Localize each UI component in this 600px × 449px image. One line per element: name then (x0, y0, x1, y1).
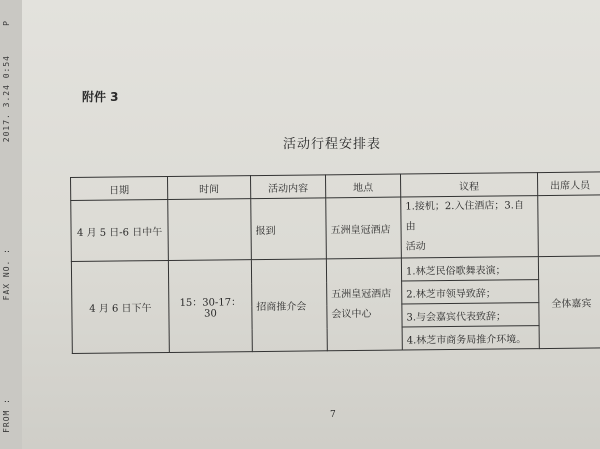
venue-line: 五洲皇冠酒店 (331, 288, 392, 300)
table-row (71, 195, 600, 262)
attachment-label: 附件 3 (82, 90, 119, 104)
cell-venue (326, 258, 402, 351)
header-attendees: 出席人员 (537, 172, 600, 196)
fax-date-stamp: 2017. 3.24 0:54 (2, 55, 11, 143)
document-page (22, 0, 600, 449)
page-number: 7 (330, 410, 336, 420)
cell-activity: 报到 (251, 198, 327, 260)
header-agenda: 议程 (400, 173, 537, 197)
cell-agenda-item: 3.与会嘉宾代表致辞； (402, 303, 539, 327)
header-venue: 地点 (325, 174, 400, 198)
cell-attendees: 全体嘉宾 (538, 256, 600, 349)
cell-time (168, 199, 252, 261)
fax-page-marker: P (2, 20, 11, 26)
header-date: 日期 (71, 176, 168, 200)
cell-date: 4 月 6 日下午 (71, 260, 169, 353)
cell-agenda (401, 196, 539, 258)
venue-line: 会议中心 (331, 308, 372, 320)
agenda-line: 活动 (405, 241, 426, 253)
agenda-line: 1.接机；2.入住酒店；3.自由 (405, 200, 525, 233)
fax-from-label: FROM : (2, 398, 11, 433)
cell-venue: 五洲皇冠酒店 (326, 197, 402, 259)
cell-agenda-item: 2.林芝市领导致辞； (402, 280, 539, 304)
header-time: 时间 (167, 176, 250, 200)
cell-activity: 招商推介会 (251, 259, 327, 352)
cell-date: 4 月 5 日-6 日中午 (71, 199, 169, 261)
fax-number-label: FAX NO. : (2, 248, 11, 301)
header-activity: 活动内容 (250, 175, 325, 199)
schedule-table (70, 171, 600, 354)
cell-agenda-item: 4.林芝市商务局推介环境。 (402, 326, 539, 350)
cell-time: 15：30-17：30 (168, 260, 252, 353)
page-title: 活动行程安排表 (282, 137, 381, 152)
cell-attendees (538, 195, 600, 257)
cell-agenda-item: 1.林芝民俗歌舞表演； (401, 257, 538, 281)
